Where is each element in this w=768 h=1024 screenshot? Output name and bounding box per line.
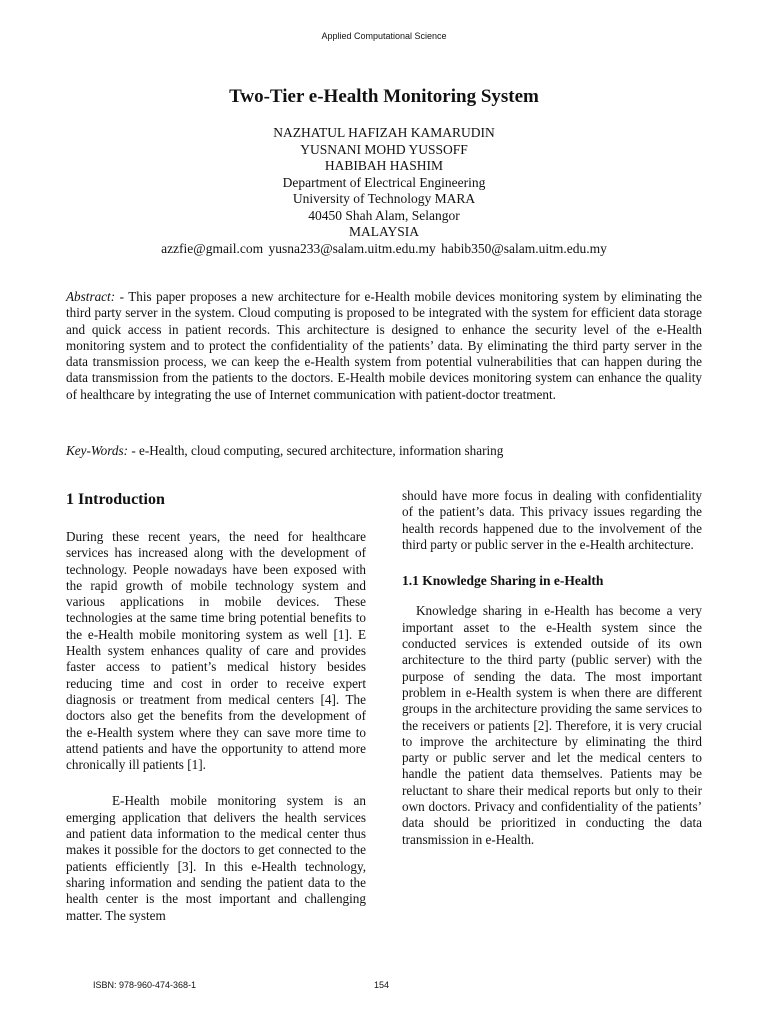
footer-isbn: ISBN: 978-960-474-368-1	[93, 980, 197, 990]
knowledge-sharing-paragraph: Knowledge sharing in e-Health has become a very important asset to the e-Health system since the conducted services is extended outside of its own architecture to the third party (public server) with the purpose of sending the data. The most important problem in e-Health system is when there are different groups in the architecture providing the same services to the receivers or patients [2]. Therefore, it is very crucial to improve the architecture by eliminating the third party or public server and let the medical centers to handle the patient data themselves. Patients may be reluctant to share their medical reports but only to their own doctors. Privacy and confidentiality of the patients’ data should be prioritized in conducting the data transmission in e-Health.	[402, 603, 702, 847]
right-column	[402, 488, 702, 848]
abstract-text: - This paper proposes a new architecture for e-Health mobile devices monitoring system by eliminating the third party server in the system. Cloud computing is proposed to be integrated with the system for efficient data storage and quick access in patient records. This architecture is designed to enhance the security level of the e-Health monitoring system and to protect the confidentiality of the patients’ data. By eliminating the third party server in the data transmission process, we can keep the e-Health system from potential vulnerabilities that can happen during the data transmission from the patients to the doctors. E-Health mobile devices monitoring system can enhance the quality of healthcare by integrating the use of Internet communication with patient-doctor treatment.	[66, 289, 703, 402]
section-heading-introduction: 1 Introduction	[66, 491, 165, 508]
author-name: NAZHATUL HAFIZAH KAMARUDIN	[273, 125, 495, 140]
keywords-text: - e-Health, cloud computing, secured architecture, information sharing	[131, 443, 504, 458]
author-name: HABIBAH HASHIM	[324, 158, 444, 173]
author-emails: azzfie@gmail.com yusna233@salam.uitm.edu.my habib350@salam.uitm.edu.my	[161, 240, 607, 256]
subsection-heading-knowledge-sharing: 1.1 Knowledge Sharing in e-Health	[402, 573, 604, 589]
left-column	[66, 490, 366, 924]
author-block	[0, 125, 768, 257]
intro-paragraph-3: should have more focus in dealing with confidentiality of the patient’s data. This privacy issues regarding the health records happened due to the involvement of the third party or public server in the e-Health architecture.	[402, 488, 702, 552]
intro-paragraph-1: During these recent years, the need for healthcare services has increased along with the development of technology. People nowadays have been exposed with the rapid growth of mobile technology system and various applications in mobile devices. These technologies at the same time bring potential benefits to the e-Health mobile monitoring system as well [1]. E Health system enhances quality of care and provides faster access to patient’s medical history besides reducing time and cost in order to receive expert diagnosis or treatment from medical centers [4]. The doctors also get the benefits from the development of the e-Health system where they can save more time to attend patients and have the opportunity to attend more chronically ill patients [1].	[66, 529, 366, 773]
page-number: 154	[374, 980, 390, 990]
paper-title: Two-Tier e-Health Monitoring System	[229, 86, 539, 107]
intro-paragraph-2: E-Health mobile monitoring system is an emerging application that delivers the health services and patient data information to the medical center thus makes it possible for the doctors to get connected to the patients efficiently [3]. In this e-Health technology, sharing information and sending the patient data to the health center is the most important and challenging matter. The system	[66, 793, 366, 923]
affiliation-country: MALAYSIA	[348, 224, 419, 239]
keywords	[66, 443, 702, 459]
affiliation-university: University of Technology MARA	[292, 191, 476, 206]
running-header: Applied Computational Science	[321, 31, 447, 41]
affiliation-department: Department of Electrical Engineering	[282, 174, 486, 190]
abstract-label: Abstract:	[66, 289, 116, 304]
author-name: YUSNANI MOHD YUSSOFF	[300, 141, 468, 157]
abstract	[66, 289, 702, 403]
keywords-label: Key-Words:	[66, 443, 129, 458]
affiliation-address: 40450 Shah Alam, Selangor	[308, 207, 460, 223]
